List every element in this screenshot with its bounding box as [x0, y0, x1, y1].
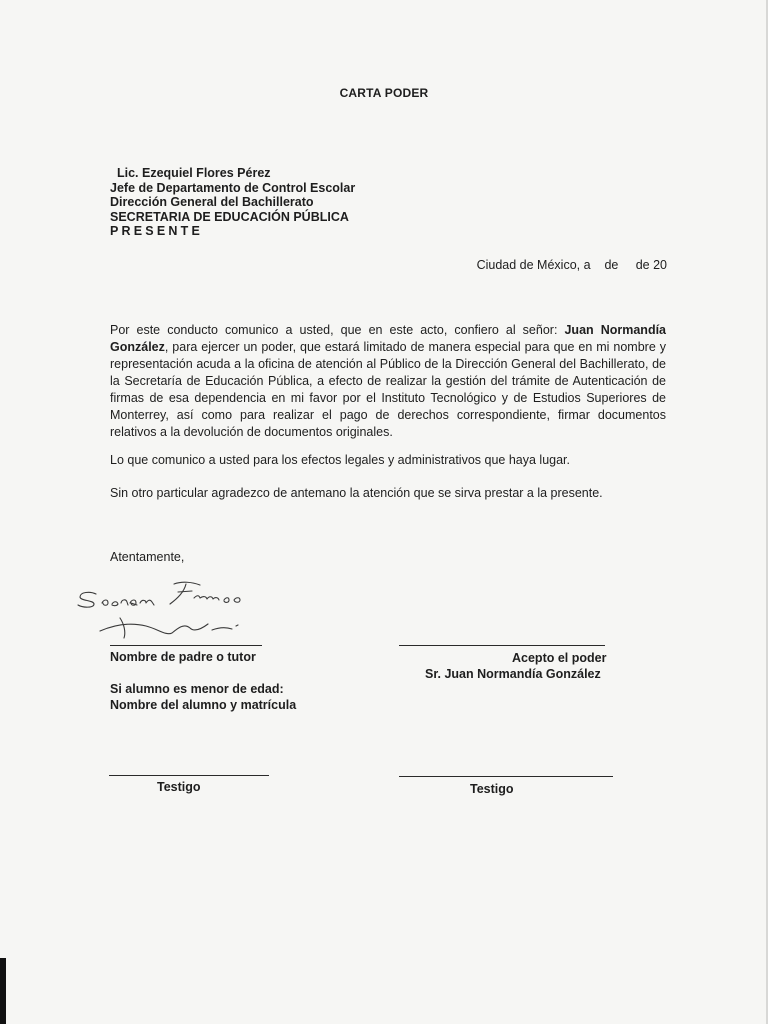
authorized-person-name: Juan Normandía González	[110, 323, 667, 354]
addressee-block	[110, 166, 355, 239]
handwritten-signature	[74, 578, 274, 648]
document-title: CARTA PODER	[339, 86, 429, 100]
parent-signature-line	[110, 645, 262, 646]
accept-label: Acepto el poder	[512, 651, 607, 665]
accept-signature-line	[399, 645, 605, 646]
body-paragraph-1	[110, 322, 666, 441]
body-paragraph-1-rest: , para ejercer un poder, que estará limitado de manera especial para que en mi nombre y representación acuda a la oficina de atención al Público de la Dirección General del Bachillerato, de la Secretaría de Educación Pública, a efecto de realizar la gestión del trámite de Autenticación de firmas de esa dependencia en mi favor por el Instituto Tecnológico y de Estudios Superiores de Monterrey, así como para realizar el pago de derechos correspondiente, firmar documentos relativos a la devolución de documentos originales.	[110, 340, 666, 439]
parent-label: Nombre de padre o tutor	[110, 650, 256, 664]
body-paragraph-1-intro: Por este conducto comunico a usted, que en este acto, confiero al señor:	[110, 323, 565, 337]
addressee-institution: SECRETARIA DE EDUCACIÓN PÚBLICA	[110, 209, 349, 224]
addressee-name: Lic. Ezequiel Flores Pérez	[117, 166, 271, 180]
accept-name: Sr. Juan Normandía González	[425, 667, 601, 681]
scan-edge-mark	[0, 958, 6, 1024]
closing: Atentamente,	[110, 550, 185, 564]
date-line: Ciudad de México, a de de 20	[476, 258, 667, 272]
addressee-presente: PRESENTE	[110, 224, 203, 238]
witness-right-line	[399, 776, 613, 777]
addressee-department: Dirección General del Bachillerato	[110, 195, 314, 209]
body-paragraph-2: Lo que comunico a usted para los efectos legales y administrativos que haya lugar.	[110, 453, 570, 467]
student-label: Nombre del alumno y matrícula	[110, 698, 297, 712]
witness-left-label: Testigo	[157, 780, 201, 794]
minor-label: Si alumno es menor de edad:	[110, 682, 284, 696]
witness-left-line	[109, 775, 269, 776]
addressee-position: Jefe de Departamento de Control Escolar	[110, 180, 356, 195]
witness-right-label: Testigo	[470, 782, 514, 796]
body-paragraph-3: Sin otro particular agradezco de antemano la atención que se sirva prestar a la presente.	[110, 486, 603, 500]
